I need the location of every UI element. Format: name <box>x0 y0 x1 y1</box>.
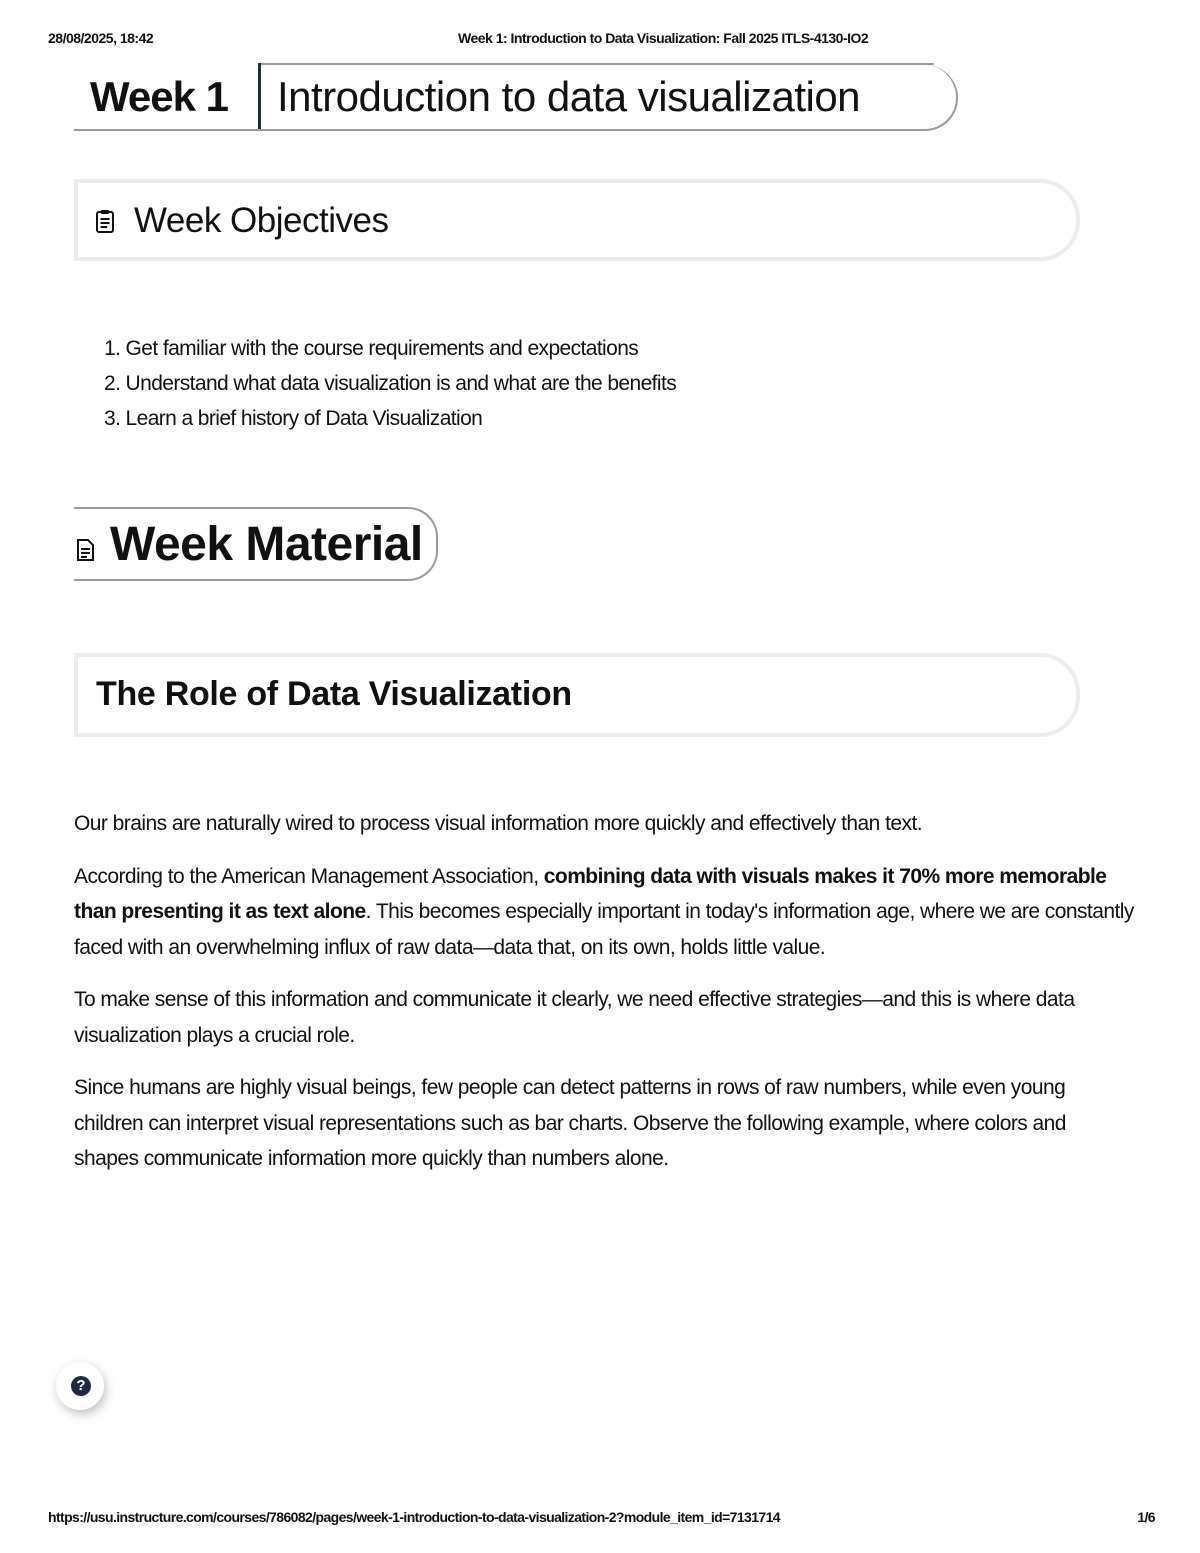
page-title: Introduction to data visualization <box>277 73 861 120</box>
print-url: https://usu.instructure.com/courses/786082/pages/week-1-introduction-to-data-visualization-2?module_item_id=7131714 <box>48 1509 780 1525</box>
material-header-box <box>74 507 438 581</box>
paragraph: Since humans are highly visual beings, few people can detect patterns in rows of raw numbers, while even young children can interpret visual representations such as bar charts. Observe the following example, where colors and shapes communicate information more quickly than numbers alone. <box>74 1076 1066 1170</box>
bold-emphasis: combining data with visuals makes it 70% more memorable than presenting it as text alone <box>74 864 1107 923</box>
objectives-list <box>104 334 676 439</box>
question-circle-icon: ? <box>71 1376 91 1396</box>
paragraph <box>74 859 1134 966</box>
clipboard-icon <box>96 209 114 233</box>
help-button[interactable] <box>56 1362 104 1410</box>
paragraph: Our brains are naturally wired to process visual information more quickly and effectively than text. <box>74 812 923 835</box>
print-date: 28/08/2025, 18:42 <box>48 30 154 46</box>
objectives-heading: Week Objectives <box>134 201 389 240</box>
list-item: 3. Learn a brief history of Data Visualization <box>104 407 483 430</box>
objectives-header-box <box>74 179 1080 261</box>
list-item: 1. Get familiar with the course requirements and expectations <box>104 337 639 360</box>
material-heading: Week Material <box>110 518 423 571</box>
paragraph-text: According to the American Management Association, <box>74 864 544 888</box>
page-number: 1/6 <box>1137 1509 1155 1525</box>
print-page-title: Week 1: Introduction to Data Visualization: Fall 2025 ITLS-4130-IO2 <box>458 30 869 46</box>
document-icon <box>76 539 94 561</box>
title-divider <box>258 63 261 129</box>
week-label: Week 1 <box>90 73 228 120</box>
role-body <box>74 806 1134 1194</box>
role-header-box <box>74 653 1080 737</box>
paragraph-text: . This becomes especially important in today's information age, where we are constantly faced with an overwhelming influx of raw data—data that, on its own, holds little value. <box>74 900 1134 959</box>
paragraph: To make sense of this information and communicate it clearly, we need effective strategies—and this is where data visualization plays a crucial role. <box>74 988 1075 1047</box>
list-item: 2. Understand what data visualization is and what are the benefits <box>104 372 677 395</box>
role-heading: The Role of Data Visualization <box>96 675 572 713</box>
week-title-banner <box>74 65 958 131</box>
